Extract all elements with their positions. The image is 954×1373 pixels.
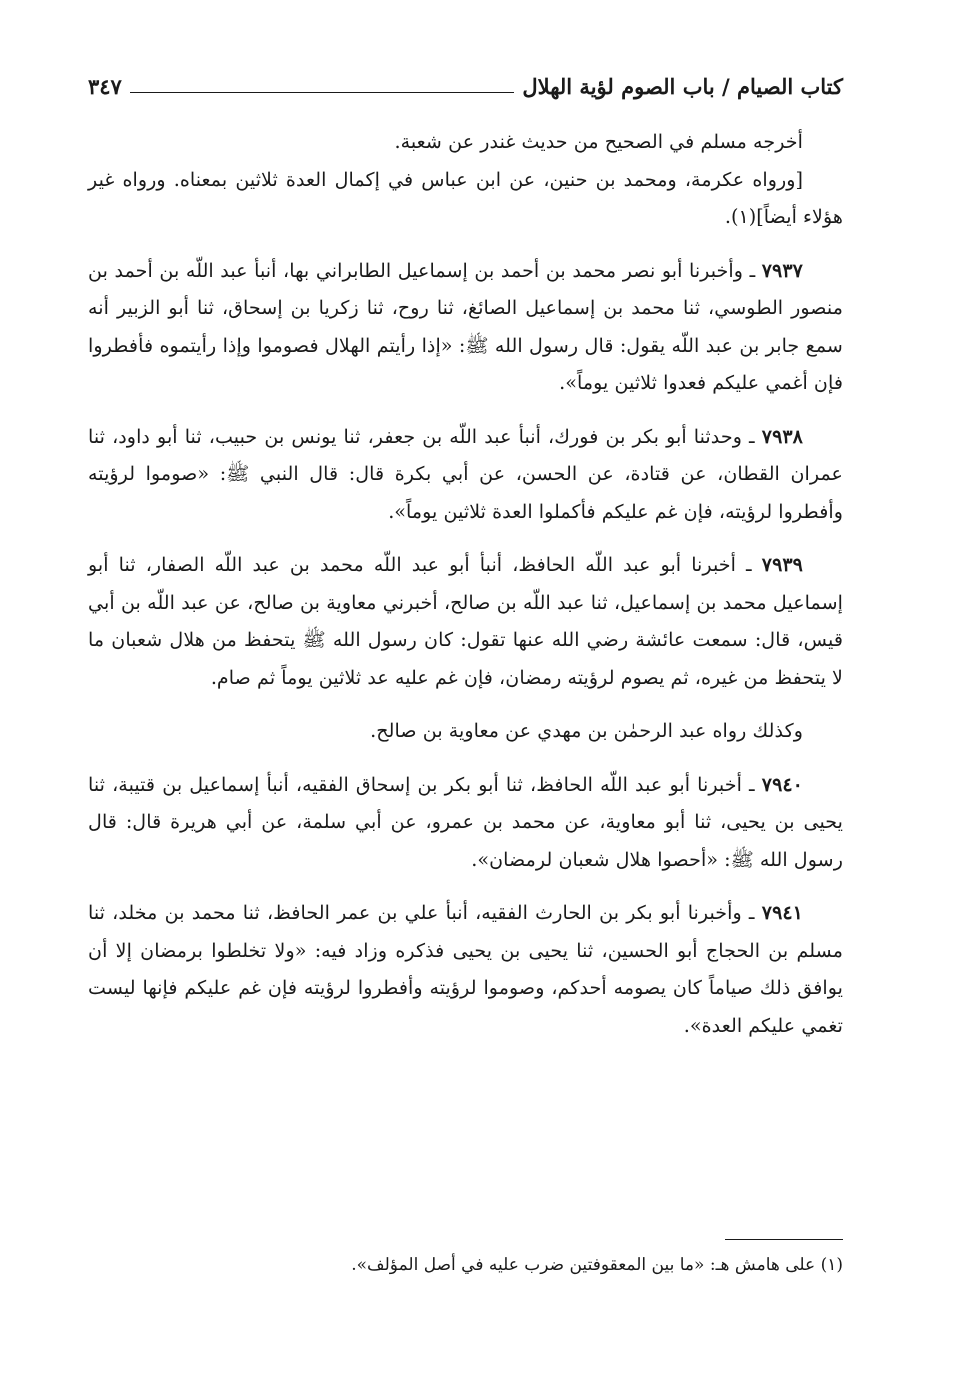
hadith-number: ٧٩٤٠ — [761, 772, 803, 796]
paragraph-ikrima-note — [88, 161, 843, 236]
hadith-7940 — [88, 766, 843, 879]
hadith-7938 — [88, 418, 843, 531]
paragraph-muslim-note — [88, 123, 843, 161]
footnote-rule — [725, 1239, 843, 1240]
page-number: ٣٤٧ — [88, 74, 122, 99]
hadith-text: ـ وأخبرنا أبو نصر محمد بن أحمد بن إسماعيل الطابراني بها، أنبأ عبد اللّه بن أحمد بن منصور الطوسي، ثنا محمد بن إسماعيل الصائغ، ثنا روح، ثنا زكريا بن إسحاق، ثنا أبو الزبير أنه سمع جابر بن عبد اللّه يقول: قال رسول الله ﷺ: «إذا رأيتم الهلال فصوموا وإذا رأيتموه فأفطروا فإن أغمي عليكم فعدوا ثلاثين يوماً». — [88, 258, 843, 394]
hadith-number: ٧٩٣٧ — [761, 258, 803, 282]
hadith-text: ـ أخبرنا أبو عبد اللّه الحافظ، أنبأ أبو عبد اللّه محمد بن عبد اللّه الصفار، ثنا أبو إسماعيل محمد بن إسماعيل، ثنا عبد اللّه بن صالح، أخبرني معاوية بن صالح، عن عبد اللّه بن أبي قيس، قال: سمعت عائشة رضي الله عنها تقول: كان رسول الله ﷺ يتحفظ من هلال شعبان ما لا يتحفظ من غيره، ثم يصوم لرؤيته رمضان، فإن غم عليه عد ثلاثين يوماً ثم صام. — [88, 553, 843, 689]
footnote — [88, 1250, 843, 1280]
hadith-number: ٧٩٤١ — [761, 901, 803, 924]
paragraph-text: [ورواه عكرمة، ومحمد بن حنين، عن ابن عباس في إكمال العدة ثلاثين بمعناه. ورواه غير هؤلاء أيضاً](١). — [88, 167, 843, 228]
header-title: كتاب الصيام / باب الصوم لؤية الهلال — [522, 74, 843, 99]
hadith-7941 — [88, 894, 843, 1044]
main-text — [88, 123, 843, 1044]
hadith-text: ـ أخبرنا أبو عبد اللّه الحافظ، ثنا أبو بكر بن إسحاق الفقيه، أنبأ إسماعيل بن قتيبة، ثنا يحيى بن يحيى، ثنا أبو معاوية، عن محمد بن عمرو، عن أبي سلمة، عن أبي هريرة قال: قال رسول الله ﷺ: «أحصوا هلال شعبان لرمضان». — [88, 772, 843, 871]
hadith-number: ٧٩٣٨ — [761, 424, 803, 448]
running-header — [88, 62, 843, 102]
hadith-7939 — [88, 546, 843, 696]
paragraph-text: وكذلك رواه عبد الرحمٰن بن مهدي عن معاوية بن صالح. — [370, 719, 803, 742]
hadith-text: ـ وأخبرنا أبو بكر بن الحارث الفقيه، أنبأ علي بن عمر الحافظ، ثنا محمد بن مخلد، ثنا مسلم بن الحجاج أبو الحسين، ثنا يحيى بن يحيى فذكره وزاد فيه: «ولا تخلطوا برمضان إلا أن يوافق ذلك صياماً كان يصومه أحدكم، وصوموا لرؤيته وأفطروا لرؤيته فإن غم عليكم فإنها ليست تغمي عليكم العدة». — [88, 901, 843, 1037]
hadith-number: ٧٩٣٩ — [761, 553, 803, 576]
hadith-text: ـ وحدثنا أبو بكر بن فورك، أنبأ عبد اللّه بن جعفر، ثنا يونس بن حبيب، ثنا أبو داود، ثنا عمران القطان، عن قتادة، عن الحسن، عن أبي بكرة قال: قال النبي ﷺ: «صوموا لرؤيته وأفطروا لرؤيته، فإن غم عليكم فأكملوا العدة ثلاثين يوماً». — [88, 424, 843, 523]
footnote-text: (١) على هامش هـ: «ما بين المعقوفتين ضرب عليه في أصل المؤلف». — [351, 1255, 843, 1275]
paragraph-text: أخرجه مسلم في الصحيح من حديث غندر عن شعبة. — [394, 130, 803, 153]
header-rule — [130, 92, 515, 93]
hadith-7937 — [88, 252, 843, 402]
paragraph-abdulrahman-note — [88, 712, 843, 750]
